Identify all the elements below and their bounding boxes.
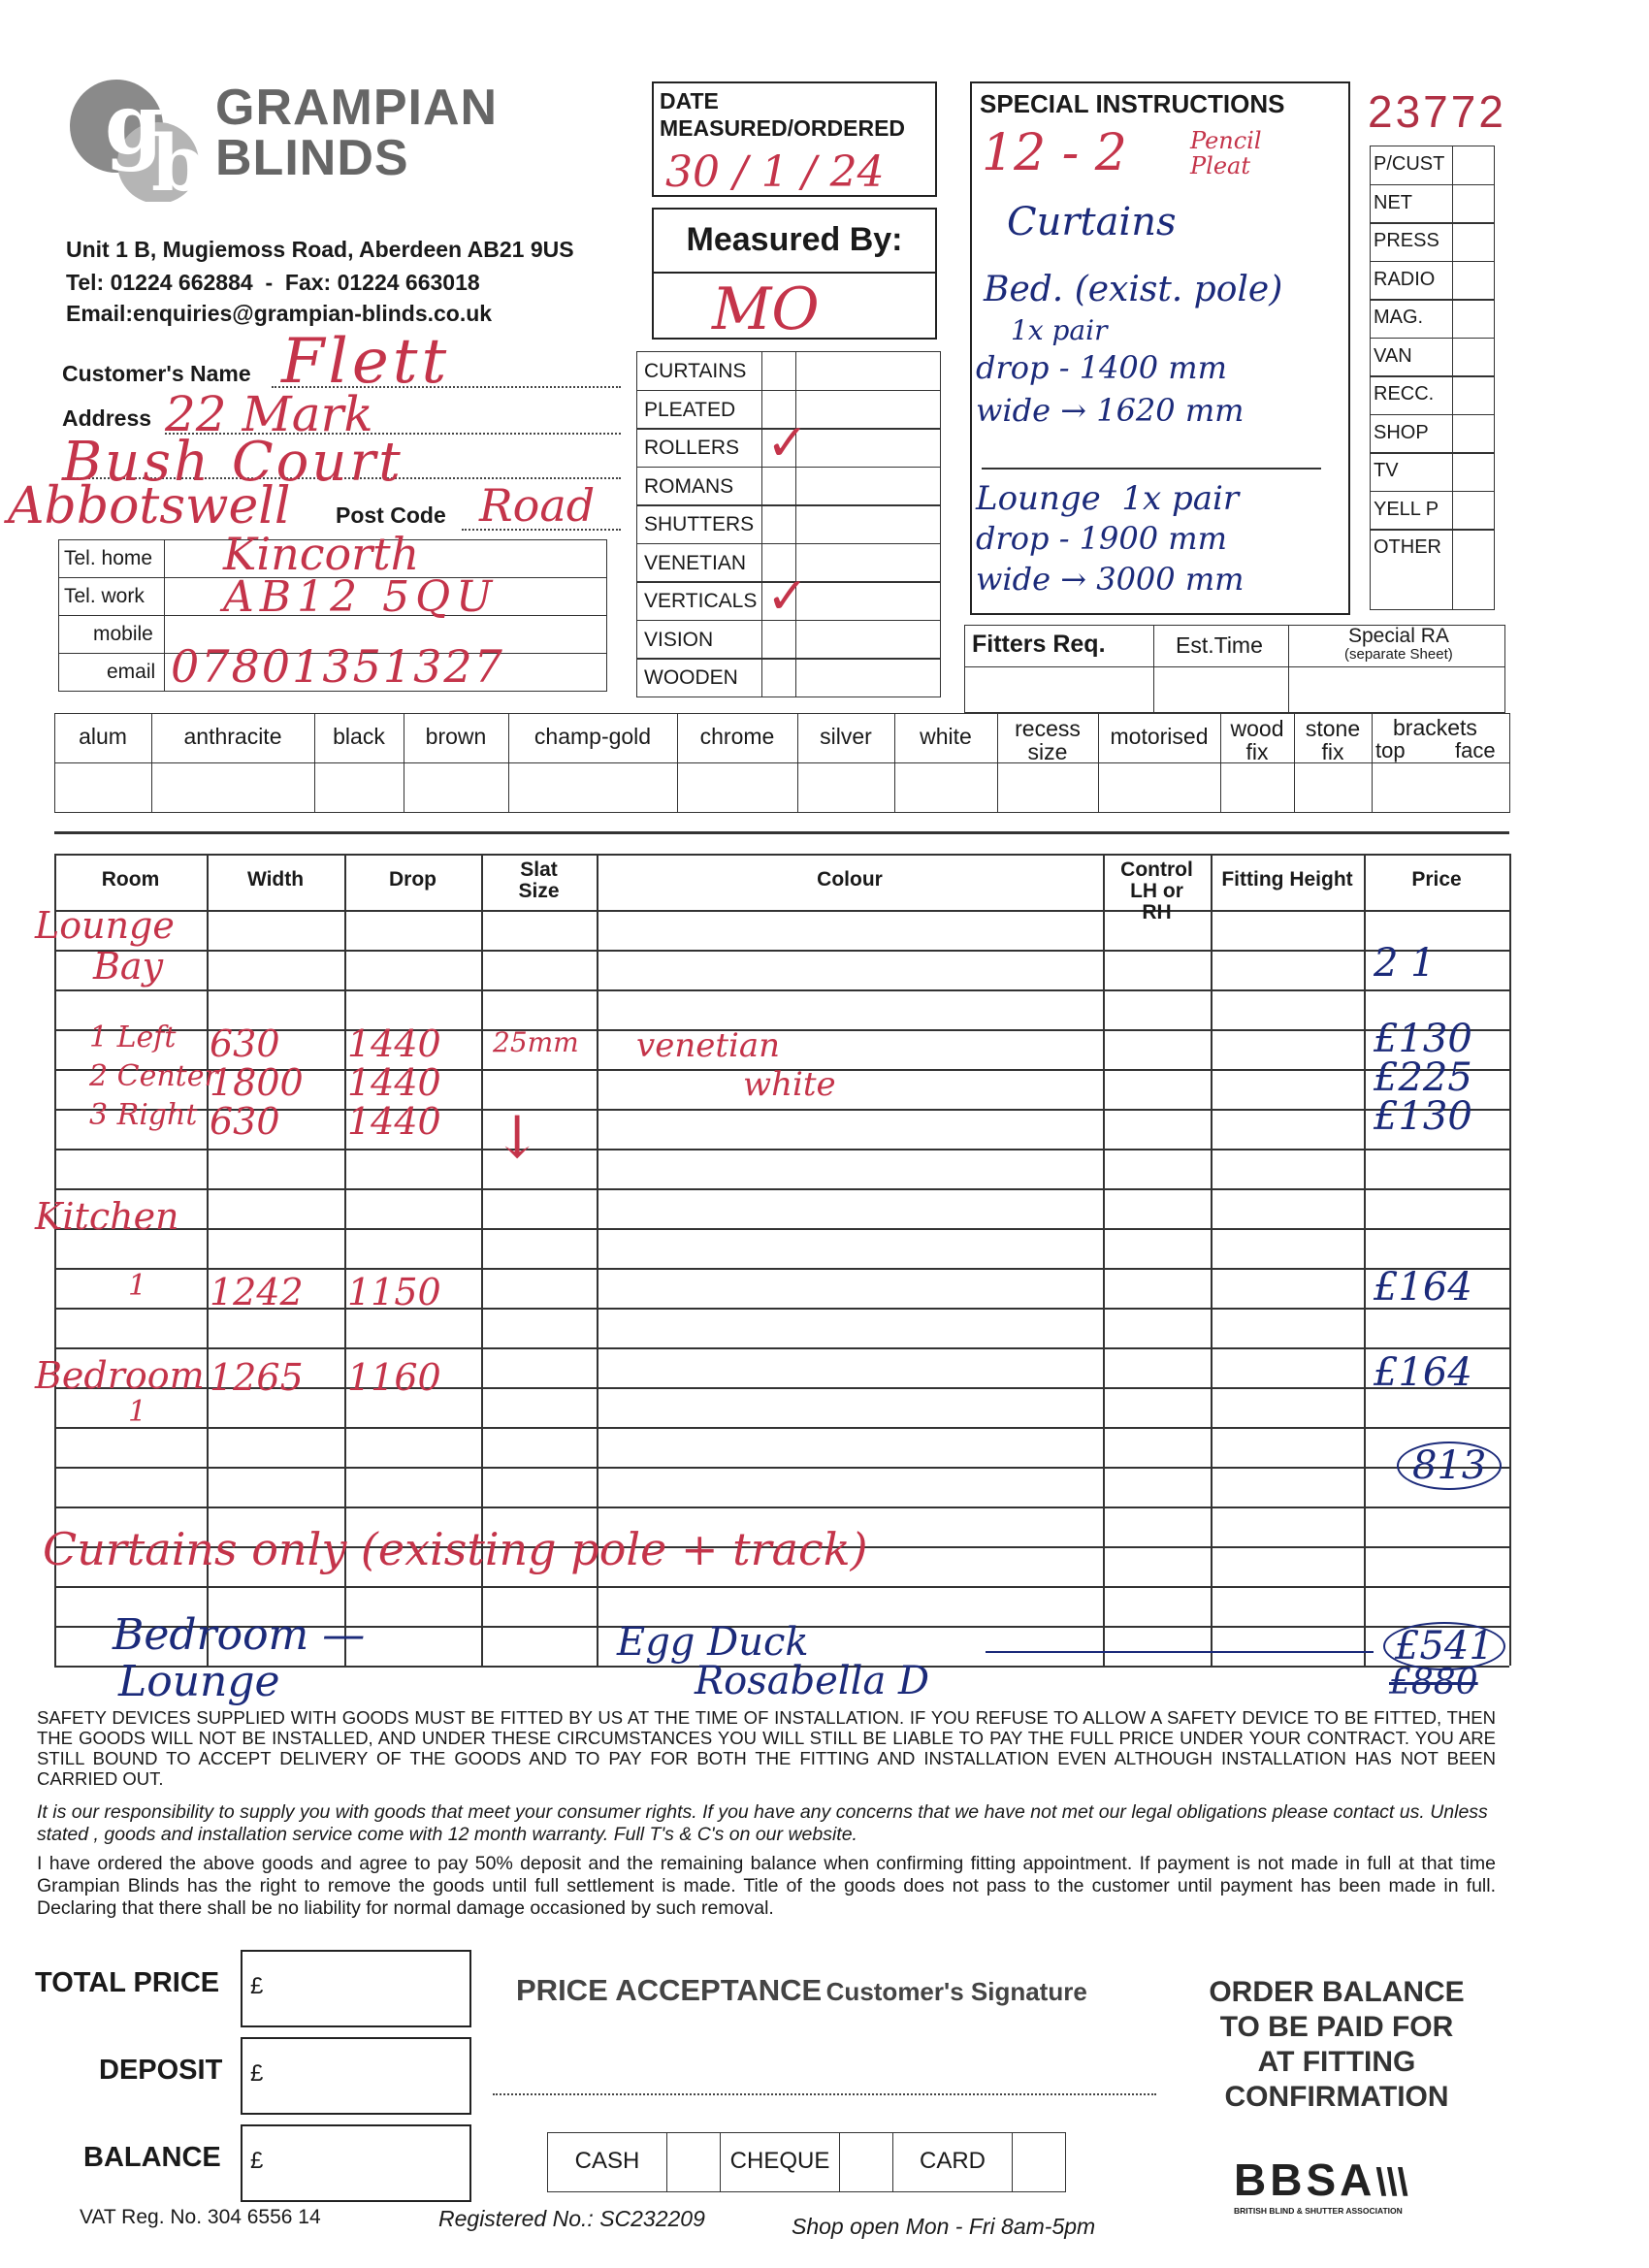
company-email: Email:enquiries@grampian-blinds.co.uk: [66, 301, 493, 326]
address-line2[interactable]: Bush Court: [62, 431, 404, 494]
table-cell-room[interactable]: Kitchen: [35, 1195, 179, 1238]
table-cell-width[interactable]: 630: [210, 1100, 280, 1143]
si-line5: drop - 1400 mm: [976, 349, 1227, 386]
curtain-room-lounge: Lounge: [118, 1657, 280, 1706]
registered-number: Registered No.: SC232209: [438, 2206, 705, 2231]
table-cell-price[interactable]: £130: [1374, 1094, 1472, 1139]
terms-responsibility: It is our responsibility to supply you with goods that meet your consumer rights. If you have any concerns that we have not met our legal obligations please contact us. Unless stated , goods and installation service come with 12 month warranty. Full T's & C's on our website.: [37, 1801, 1488, 1845]
bbsa-text: BBSA: [1234, 2155, 1376, 2205]
table-cell-room[interactable]: 1 Left: [89, 1021, 177, 1054]
company-phone: Tel: 01224 662884 - Fax: 01224 663018: [66, 270, 480, 295]
product-type-row[interactable]: [636, 658, 956, 697]
payment-method-label[interactable]: CARD: [919, 2148, 986, 2174]
table-cell-colour[interactable]: venetian: [636, 1026, 781, 1065]
table-cell-room[interactable]: 1: [128, 1269, 147, 1303]
source-option-label: MAG.: [1374, 307, 1424, 328]
product-type-row[interactable]: [636, 467, 956, 505]
price-acceptance-label: PRICE ACCEPTANCE: [516, 1973, 823, 2007]
finish-option-label: silver: [820, 724, 872, 749]
source-option-label: YELL P: [1374, 498, 1439, 520]
si-line3: Bed. (exist. pole): [984, 270, 1283, 309]
column-divider: [1211, 854, 1212, 1666]
table-cell-slat[interactable]: 25mm: [493, 1026, 579, 1058]
row-divider: [54, 989, 1509, 991]
source-option[interactable]: [1370, 222, 1496, 261]
table-cell-room[interactable]: 3 Right: [89, 1098, 198, 1132]
row-divider: [54, 1228, 1509, 1230]
special-ra-label: Special RA: [1348, 625, 1449, 647]
order-table: [35, 854, 1509, 1706]
row-divider: [54, 1467, 1509, 1469]
product-type-list: [636, 351, 956, 697]
date-label: DATE MEASURED/ORDERED: [660, 88, 906, 141]
divider: [54, 831, 1509, 834]
table-cell-price[interactable]: £164: [1374, 1350, 1472, 1395]
finish-option-label: white: [920, 724, 972, 749]
source-option[interactable]: [1370, 375, 1496, 414]
order-balance-line1: ORDER BALANCE: [1209, 1976, 1465, 2008]
payment-method-label[interactable]: CHEQUE: [729, 2148, 830, 2174]
date-value[interactable]: 30 / 1 / 24: [665, 147, 885, 197]
source-option[interactable]: [1370, 338, 1496, 376]
currency-symbol: £: [250, 2148, 264, 2174]
source-option-label: VAN: [1374, 344, 1412, 367]
row-divider: [54, 1149, 1509, 1150]
si-line2: Curtains: [1007, 200, 1177, 244]
table-cell-price[interactable]: 2 1: [1374, 941, 1436, 986]
product-type-row[interactable]: [636, 504, 956, 543]
row-divider: [54, 1507, 1509, 1508]
mobile-value[interactable]: 07801351327: [171, 640, 504, 693]
address-line3[interactable]: Abbotswell: [8, 477, 291, 535]
order-balance-line3: AT FITTING: [1257, 2046, 1416, 2078]
si-line9: wide → 3000 mm: [976, 561, 1245, 598]
source-list: [1370, 146, 1496, 567]
address-label: Address: [62, 405, 152, 431]
curtains-note: Curtains only (existing pole + track): [43, 1523, 868, 1575]
table-cell-width[interactable]: 1265: [210, 1356, 304, 1399]
source-option-label: OTHER: [1374, 536, 1441, 558]
product-type-label: VENETIAN: [644, 551, 747, 574]
product-type-row[interactable]: [636, 620, 956, 659]
finish-option-label: black: [333, 724, 385, 749]
fitters-req-label: Fitters Req.: [972, 631, 1106, 658]
table-cell-price[interactable]: 813: [1397, 1442, 1502, 1490]
checkmark-icon: ✓: [766, 415, 809, 471]
table-header: Price: [1411, 868, 1462, 891]
company-address: Unit 1 B, Mugiemoss Road, Aberdeen AB21 9US: [66, 237, 574, 262]
row-divider: [54, 1586, 1509, 1588]
logo-letters: g: [105, 76, 164, 174]
deposit-label: DEPOSIT: [99, 2055, 223, 2086]
source-option[interactable]: [1370, 146, 1496, 184]
tel-home-label: Tel. home: [64, 547, 153, 569]
table-cell-drop[interactable]: 1150: [347, 1271, 441, 1313]
order-number: 23772: [1368, 86, 1506, 137]
row-divider: [54, 1188, 1509, 1190]
product-type-label: PLEATED: [644, 398, 736, 421]
table-cell-price[interactable]: £130: [1374, 1017, 1472, 1061]
product-type-label: ROLLERS: [644, 437, 740, 459]
tel-work-label: Tel. work: [64, 585, 145, 607]
payment-method-label[interactable]: CASH: [574, 2148, 640, 2174]
date-box: [652, 81, 937, 197]
address-road[interactable]: Road: [479, 479, 596, 532]
source-option-label: P/CUST: [1374, 153, 1445, 175]
si-line7: Lounge 1x pair: [976, 479, 1240, 518]
balance-field[interactable]: [241, 2124, 471, 2202]
finish-option-label: brown: [425, 724, 487, 749]
table-cell-slat[interactable]: ↓: [493, 1104, 542, 1172]
company-name-line2: BLINDS: [215, 130, 409, 186]
measured-by-label: Measured By:: [686, 221, 903, 258]
si-line6: wide → 1620 mm: [976, 392, 1245, 429]
total-price-field[interactable]: [241, 1950, 471, 2027]
source-option[interactable]: [1370, 414, 1496, 453]
curtain-room-bedroom: Bedroom —: [113, 1610, 366, 1660]
curtain-fabric-1: Egg Duck: [617, 1620, 809, 1665]
measured-by-box: [652, 208, 937, 343]
table-cell-drop[interactable]: 1440: [347, 1061, 441, 1104]
table-cell-room[interactable]: Bay: [93, 945, 164, 988]
table-cell-room[interactable]: Lounge: [35, 904, 175, 947]
order-balance-line2: TO BE PAID FOR: [1219, 2011, 1454, 2043]
finish-option-label: chrome: [699, 724, 775, 749]
brackets-face-label: face: [1455, 738, 1496, 762]
source-option-label: TV: [1374, 460, 1399, 481]
town-value[interactable]: Kincorth: [223, 528, 420, 580]
terms-safety: SAFETY DEVICES SUPPLIED WITH GOODS MUST BE FITTED BY US AT THE TIME OF INSTALLATION. IF YOU REFUSE TO ALLOW A SAFETY DEVICE TO BE FITTED, THEN THE GOODS WILL NOT BE INSTALLED, AND UNDER THESE CIRCUMSTANCES YOU WILL STILL BE LIABLE TO PAY THE FULL PRICE UNDER YOUR CONTRACT. YOU ARE STILL BOUND TO ACCEPT DELIVERY OF THE GOODS AND TO PAY FOR BOTH THE FITTING AND INSTALLATION EVEN ALTHOUGH INSTALLATION HAS NOT BEEN CARRIED OUT.: [37, 1707, 1496, 1789]
finish-option-label: alum: [79, 724, 127, 749]
bbsa-sub: BRITISH BLIND & SHUTTER ASSOCIATION: [1234, 2206, 1403, 2216]
logo-graphic: [66, 76, 202, 202]
table-header: Slat Size: [518, 859, 560, 902]
curtain-price-struck: £880: [1389, 1663, 1478, 1702]
table-cell-drop[interactable]: 1440: [347, 1022, 441, 1065]
table-header: Control LH or RH: [1120, 859, 1193, 923]
fitters-row: [964, 625, 1511, 712]
checkmark-icon: ✓: [766, 568, 809, 625]
source-option[interactable]: [1370, 261, 1496, 300]
column-divider: [1364, 854, 1366, 1666]
mobile-label: mobile: [93, 623, 153, 645]
column-divider: [1103, 854, 1105, 1666]
brackets-label: brackets: [1393, 715, 1477, 740]
price-acceptance-sub: Customer's Signature: [825, 1977, 1087, 2006]
finish-option-label: stone fix: [1305, 716, 1361, 764]
terms-agreement: I have ordered the above goods and agree to pay 50% deposit and the remaining balance when confirming fitting appointment. If payment is not made in full at that time Grampian Blinds has the right to remove the goods until full settlement is made. Title of the goods does not pass to the customer until payment has been made in full. Declaring that there shall be no liability for normal damage occasioned by such removal.: [37, 1853, 1496, 1919]
company-name-line1: GRAMPIAN: [215, 80, 499, 136]
column-divider: [1509, 854, 1511, 1666]
balance-label: BALANCE: [83, 2142, 221, 2173]
row-divider: [54, 1268, 1509, 1270]
product-type-row[interactable]: [636, 415, 956, 471]
shop-hours: Shop open Mon - Fri 8am-5pm: [792, 2214, 1096, 2239]
signature-line[interactable]: [493, 2093, 1156, 2095]
table-header: Width: [246, 868, 305, 891]
currency-symbol: £: [250, 1973, 264, 1999]
source-option-label: RADIO: [1374, 268, 1436, 290]
bbsa-stripes-icon: \\\: [1375, 2161, 1408, 2204]
row-divider: [54, 854, 1509, 856]
measured-by-value[interactable]: MO: [712, 275, 820, 343]
finish-option-label: champ-gold: [534, 724, 652, 749]
currency-symbol: £: [250, 2060, 264, 2087]
special-ra-sub: (separate Sheet): [1344, 646, 1453, 663]
table-header: Drop: [389, 868, 436, 891]
finish-options-grid: [54, 713, 1509, 839]
product-type-row[interactable]: [636, 568, 956, 625]
finish-option-label: anthracite: [183, 724, 282, 749]
source-option-label: RECC.: [1374, 383, 1435, 405]
product-type-label: SHUTTERS: [644, 513, 755, 535]
table-cell-drop[interactable]: 1440: [347, 1100, 441, 1143]
row-divider: [54, 1347, 1509, 1349]
source-option[interactable]: [1370, 452, 1496, 491]
company-logo: [66, 76, 202, 202]
total-price-label: TOTAL PRICE: [35, 1967, 220, 1998]
customer-name-value[interactable]: Flett: [281, 326, 451, 398]
source-option[interactable]: [1370, 529, 1496, 567]
table-cell-room[interactable]: 1: [128, 1395, 147, 1429]
price-acceptance: [516, 1973, 1087, 2008]
source-option[interactable]: [1370, 184, 1496, 223]
customer-name-label: Customer's Name: [62, 361, 251, 386]
table-cell-room[interactable]: Bedroom: [35, 1354, 205, 1397]
product-type-label: CURTAINS: [644, 360, 747, 382]
payment-cell[interactable]: [839, 2132, 893, 2192]
row-divider: [54, 950, 1509, 952]
source-option-label: SHOP: [1374, 421, 1429, 443]
row-divider: [54, 910, 1509, 912]
brackets-top-label: top: [1375, 738, 1406, 762]
source-option[interactable]: [1370, 491, 1496, 530]
special-instructions-label: SPECIAL INSTRUCTIONS: [980, 89, 1285, 118]
row-divider: [54, 1427, 1509, 1429]
si-line4: 1x pair: [1011, 314, 1108, 346]
source-option[interactable]: [1370, 299, 1496, 338]
table-header: Room: [101, 868, 160, 891]
table-cell-drop[interactable]: 1160: [347, 1356, 441, 1399]
curtain-fabric-2: Rosabella D: [695, 1659, 930, 1703]
table-cell-width[interactable]: 1242: [210, 1271, 304, 1313]
payment-cell[interactable]: [1012, 2132, 1066, 2192]
deposit-field[interactable]: [241, 2037, 471, 2115]
product-type-label: WOODEN: [644, 666, 738, 689]
source-option-label: NET: [1374, 191, 1412, 213]
email-label: email: [107, 661, 156, 683]
finish-option-label: motorised: [1110, 724, 1209, 749]
svg-text:b: b: [151, 117, 202, 202]
payment-methods: [547, 2132, 1079, 2192]
company-name: [215, 80, 499, 186]
product-type-row[interactable]: [636, 351, 956, 390]
table-cell-room[interactable]: 2 Center: [89, 1059, 218, 1093]
curtain-price[interactable]: £541: [1383, 1622, 1505, 1670]
product-type-label: VERTICALS: [644, 590, 758, 612]
table-cell-price[interactable]: £225: [1374, 1055, 1472, 1100]
order-balance-line4: CONFIRMATION: [1224, 2081, 1449, 2113]
product-type-label: VISION: [644, 628, 714, 651]
vat-number: VAT Reg. No. 304 6556 14: [80, 2206, 321, 2228]
order-balance-note: [1191, 1975, 1482, 2115]
bbsa-logo: [1234, 2154, 1476, 2216]
table-cell-width[interactable]: 630: [210, 1022, 280, 1065]
table-header: Colour: [817, 868, 883, 891]
payment-cell[interactable]: [666, 2132, 721, 2192]
special-instructions-box: [970, 81, 1350, 615]
finish-option-label: wood fix: [1230, 716, 1284, 764]
table-header: Fitting Height: [1221, 868, 1353, 891]
table-cell-width[interactable]: 1800: [210, 1061, 304, 1104]
si-line8: drop - 1900 mm: [976, 520, 1227, 557]
si-line1: 12 - 2: [982, 124, 1127, 182]
postcode-value[interactable]: AB12 5QU: [223, 572, 499, 622]
product-type-label: ROMANS: [644, 474, 734, 498]
si-line1-note: Pencil Pleat: [1190, 127, 1262, 179]
postcode-label: Post Code: [336, 502, 446, 528]
address-line1[interactable]: 22 Mark: [165, 386, 373, 442]
source-option-label: PRESS: [1374, 230, 1439, 251]
table-cell-price[interactable]: £164: [1374, 1265, 1472, 1310]
est-time-label: Est.Time: [1176, 632, 1263, 658]
contact-grid: [58, 528, 607, 693]
finish-option-label: recess size: [1015, 716, 1081, 764]
arrow-line: [986, 1651, 1374, 1653]
table-cell-colour[interactable]: white: [743, 1065, 836, 1104]
